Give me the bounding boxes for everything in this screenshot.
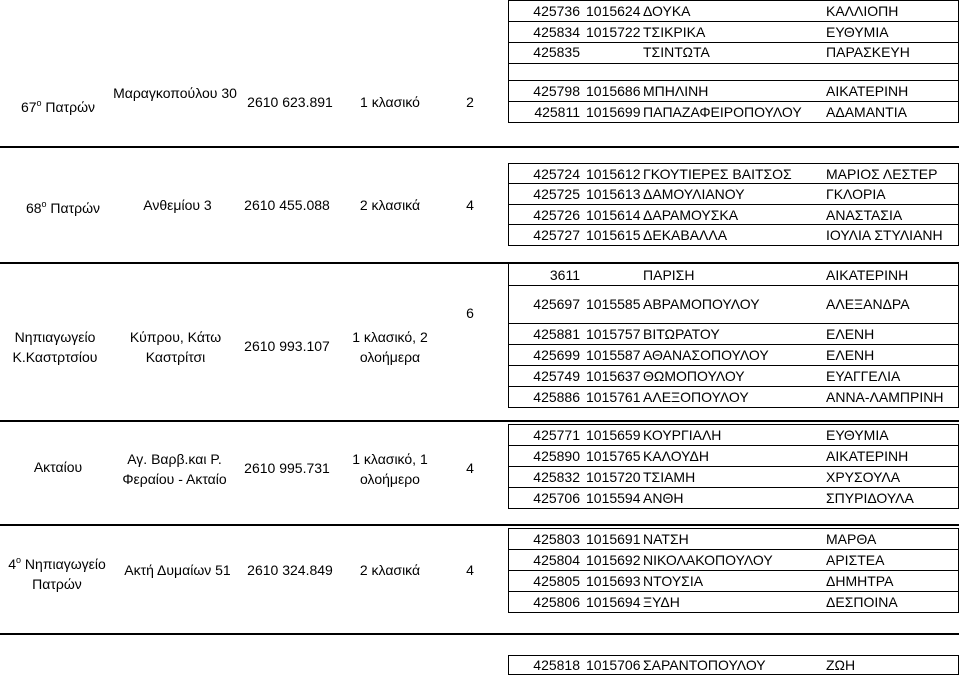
teacher-am: 1015594 [586, 490, 641, 506]
class-type: 1 κλασικό, 1 ολοήμερο [352, 451, 428, 487]
teacher-surname: ΔΑΜΟΥΛΙΑΝΟΥ [643, 186, 745, 202]
grid-line [508, 528, 509, 613]
grid-line [508, 163, 959, 164]
grid-line [508, 263, 509, 408]
teacher-name: ΕΥΘΥΜΙΑ [826, 24, 889, 40]
teacher-name: ΑΙΚΑΤΕΡΙΝΗ [826, 83, 909, 99]
teacher-code: 425890 [533, 448, 580, 464]
teacher-name: ΕΥΘΥΜΙΑ [826, 427, 889, 443]
class-type: 2 κλασικά [359, 562, 421, 578]
grid-line [508, 386, 959, 387]
teacher-name: ΕΛΕΝΗ [826, 347, 875, 363]
teacher-code: 425699 [533, 347, 580, 363]
grid-line [508, 344, 959, 345]
teacher-am: 1015624 [586, 3, 641, 19]
teacher-am: 1015612 [586, 166, 641, 182]
school-name: $67^o$ Πατρών [20, 98, 96, 115]
school-address: Ακτή Δυμαίων 51 [124, 562, 231, 578]
teacher-am: 1015659 [586, 427, 641, 443]
grid-line [508, 365, 959, 366]
grid-line [508, 21, 959, 22]
school-phone: 2610 995.731 [244, 460, 330, 476]
teacher-code: 425727 [533, 227, 580, 243]
class-type: 1 κλασικό, 2 ολοήμερα [352, 329, 428, 365]
teacher-surname: ΚΑΛΟΥΔΗ [643, 448, 709, 464]
teacher-surname: ΤΣΙΑΜΗ [643, 469, 696, 485]
teacher-code: 425811 [534, 104, 580, 120]
school-phone: 2610 324.849 [247, 562, 333, 578]
teacher-code: 425726 [533, 207, 580, 223]
teacher-am: 1015720 [586, 469, 641, 485]
teacher-code: 425724 [533, 166, 580, 182]
teacher-code: 425806 [533, 594, 580, 610]
teacher-surname: ΤΣΙΚΡΙΚΑ [643, 24, 706, 40]
teacher-surname: ΘΩΜΟΠΟΥΛΟΥ [643, 368, 745, 384]
teacher-code: 425736 [533, 3, 580, 19]
teacher-surname: ΑΝΘΗ [643, 490, 684, 506]
school-name: Ακταίου [33, 459, 83, 475]
grid-line [508, 549, 959, 550]
grid-line [508, 163, 509, 246]
grid-line [508, 0, 959, 1]
school-phone: 2610 455.088 [244, 197, 330, 213]
school-phone: 2610 623.891 [247, 94, 333, 110]
teacher-am: 1015757 [586, 326, 641, 342]
teacher-code: 425818 [533, 657, 580, 673]
teacher-name: ΖΩΗ [826, 657, 856, 673]
teacher-am: 1015614 [586, 207, 641, 223]
teacher-surname: ΔΕΚΑΒΑΛΛΑ [643, 227, 728, 243]
teacher-name: ΠΑΡΑΣΚΕΥΗ [826, 44, 910, 60]
grid-line [508, 101, 959, 102]
teacher-code: 425832 [533, 469, 580, 485]
grid-line [508, 655, 509, 675]
teacher-am: 1015699 [586, 104, 641, 120]
school-address: Ανθεμίου 3 [143, 197, 212, 213]
teacher-surname: ΔΟΥΚΑ [643, 3, 691, 19]
teacher-name: ΕΛΕΝΗ [826, 326, 875, 342]
class-type: 1 κλασικό [360, 94, 420, 110]
grid-line [508, 245, 959, 246]
teacher-code: 3611 [549, 267, 580, 283]
grid-line [508, 323, 959, 324]
teacher-am: 1015637 [586, 368, 641, 384]
school-name: $68^o$ Πατρών [25, 199, 101, 216]
section-divider [0, 524, 959, 526]
class-count: 4 [466, 197, 474, 213]
teacher-code: 425805 [533, 573, 580, 589]
teacher-code: 425798 [533, 83, 580, 99]
teacher-code: 425697 [533, 296, 580, 312]
section-divider [0, 420, 959, 422]
teacher-surname: ΝΙΚΟΛΑΚΟΠΟΥΛΟΥ [643, 552, 773, 568]
class-count: 6 [466, 305, 474, 321]
grid-line [508, 183, 959, 184]
class-count: 4 [466, 562, 474, 578]
teacher-surname: ΚΟΥΡΓΙΑΛΗ [643, 427, 722, 443]
grid-line [508, 80, 959, 81]
grid-line [508, 224, 959, 225]
teacher-surname: ΝΤΟΥΣΙΑ [643, 573, 704, 589]
school-address: Μαραγκοπούλου 30 [113, 85, 237, 101]
teacher-am: 1015585 [586, 296, 641, 312]
class-count: 4 [466, 460, 474, 476]
teacher-code: 425725 [533, 186, 580, 202]
teacher-surname: ΤΣΙΝΤΩΤΑ [643, 44, 710, 60]
teacher-surname: ΠΑΡΙΣΗ [643, 267, 695, 283]
teacher-name: ΜΑΡΘΑ [826, 531, 877, 547]
teacher-am: 1015587 [586, 347, 641, 363]
teacher-surname: ΣΑΡΑΝΤΟΠΟΥΛΟΥ [643, 657, 766, 673]
teacher-name: ΑΡΙΣΤΕΑ [826, 552, 885, 568]
teacher-name: ΓΚΛΟΡΙΑ [826, 186, 886, 202]
teacher-name: ΚΑΛΛΙΟΠΗ [826, 3, 899, 19]
grid-line [508, 591, 959, 592]
grid-line [508, 407, 959, 408]
teacher-code: 425804 [533, 552, 580, 568]
teacher-code: 425803 [533, 531, 580, 547]
teacher-code: 425886 [533, 389, 580, 405]
teacher-name: ΑΛΕΞΑΝΔΡΑ [826, 296, 910, 312]
grid-line [508, 424, 959, 425]
grid-line [508, 612, 959, 613]
teacher-name: ΙΟΥΛΙΑ ΣΤΥΛΙΑΝΗ [826, 227, 943, 243]
school-phone: 2610 993.107 [244, 338, 330, 354]
teacher-surname: ΜΠΗΛΙΝΗ [643, 83, 709, 99]
grid-line [508, 122, 959, 123]
teacher-am: 1015706 [586, 657, 641, 673]
teacher-am: 1015692 [586, 552, 641, 568]
teacher-name: ΑΝΝΑ-ΛΑΜΠΡΙΝΗ [826, 389, 944, 405]
section-divider [0, 262, 959, 264]
grid-line [508, 0, 509, 123]
teacher-name: ΑΙΚΑΤΕΡΙΝΗ [826, 267, 909, 283]
teacher-name: ΔΕΣΠΟΙΝΑ [826, 594, 898, 610]
teacher-name: ΕΥΑΓΓΕΛΙΑ [826, 368, 901, 384]
teacher-name: ΑΝΑΣΤΑΣΙΑ [826, 207, 903, 223]
class-count: 2 [466, 94, 474, 110]
teacher-am: 1015686 [586, 83, 641, 99]
grid-line [508, 63, 959, 64]
teacher-am: 1015693 [586, 573, 641, 589]
teacher-surname: ΝΑΤΣΗ [643, 531, 689, 547]
grid-line [508, 487, 959, 488]
grid-line [508, 285, 959, 286]
teacher-am: 1015613 [586, 186, 641, 202]
teacher-name: ΑΙΚΑΤΕΡΙΝΗ [826, 448, 909, 464]
teacher-am: 1015722 [586, 24, 641, 40]
grid-line [508, 570, 959, 571]
teacher-surname: ΠΑΠΑΖΑΦΕΙΡΟΠΟΥΛΟΥ [643, 104, 802, 120]
school-name: Νηπιαγωγείο Κ.Καστρτσίου [12, 329, 98, 365]
grid-line [508, 466, 959, 467]
grid-line [508, 445, 959, 446]
section-divider [0, 146, 959, 148]
grid-line [508, 508, 959, 509]
teacher-name: ΔΗΜΗΤΡΑ [826, 573, 894, 589]
teacher-code: 425771 [533, 427, 580, 443]
teacher-am: 1015694 [586, 594, 641, 610]
teacher-surname: ΓΚΟΥΤΙΕΡΕΣ ΒΑΙΤΣΟΣ [643, 166, 792, 182]
teacher-surname: ΑΒΡΑΜΟΠΟΥΛΟΥ [643, 296, 760, 312]
teacher-am: 1015761 [586, 389, 641, 405]
teacher-name: ΜΑΡΙΟΣ ΛΕΣΤΕΡ [826, 166, 938, 182]
teacher-code: 425749 [533, 368, 580, 384]
teacher-name: ΧΡΥΣΟΥΛΑ [826, 469, 901, 485]
teacher-am: 1015765 [586, 448, 641, 464]
teacher-surname: ΑΘΑΝΑΣΟΠΟΥΛΟΥ [643, 347, 769, 363]
school-address: Αγ. Βαρβ.και Ρ. Φεραίου - Ακταίο [122, 451, 227, 487]
teacher-surname: ΑΛΕΞΟΠΟΥΛΟΥ [643, 389, 749, 405]
school-name: $4^o$ Νηπιαγωγείο Πατρών [8, 555, 106, 592]
teacher-code: 425834 [533, 24, 580, 40]
teacher-am: 1015615 [586, 227, 641, 243]
teacher-surname: ΞΥΔΗ [643, 594, 680, 610]
class-type: 2 κλασικά [359, 197, 421, 213]
teacher-code: 425835 [533, 44, 580, 60]
teacher-name: ΑΔΑΜΑΝΤΙΑ [826, 104, 907, 120]
grid-line [508, 204, 959, 205]
grid-line [508, 424, 509, 509]
section-divider [0, 633, 959, 635]
teacher-surname: ΒΙΤΩΡΑΤΟΥ [643, 326, 720, 342]
teacher-surname: ΔΑΡΑΜΟΥΣΚΑ [643, 207, 739, 223]
teacher-code: 425706 [533, 490, 580, 506]
school-address: Κύπρου, Κάτω Καστρίτσι [129, 329, 222, 365]
teacher-am: 1015691 [586, 531, 641, 547]
teacher-code: 425881 [533, 326, 580, 342]
grid-line [508, 528, 959, 529]
teacher-name: ΣΠΥΡΙΔΟΥΛΑ [826, 490, 914, 506]
